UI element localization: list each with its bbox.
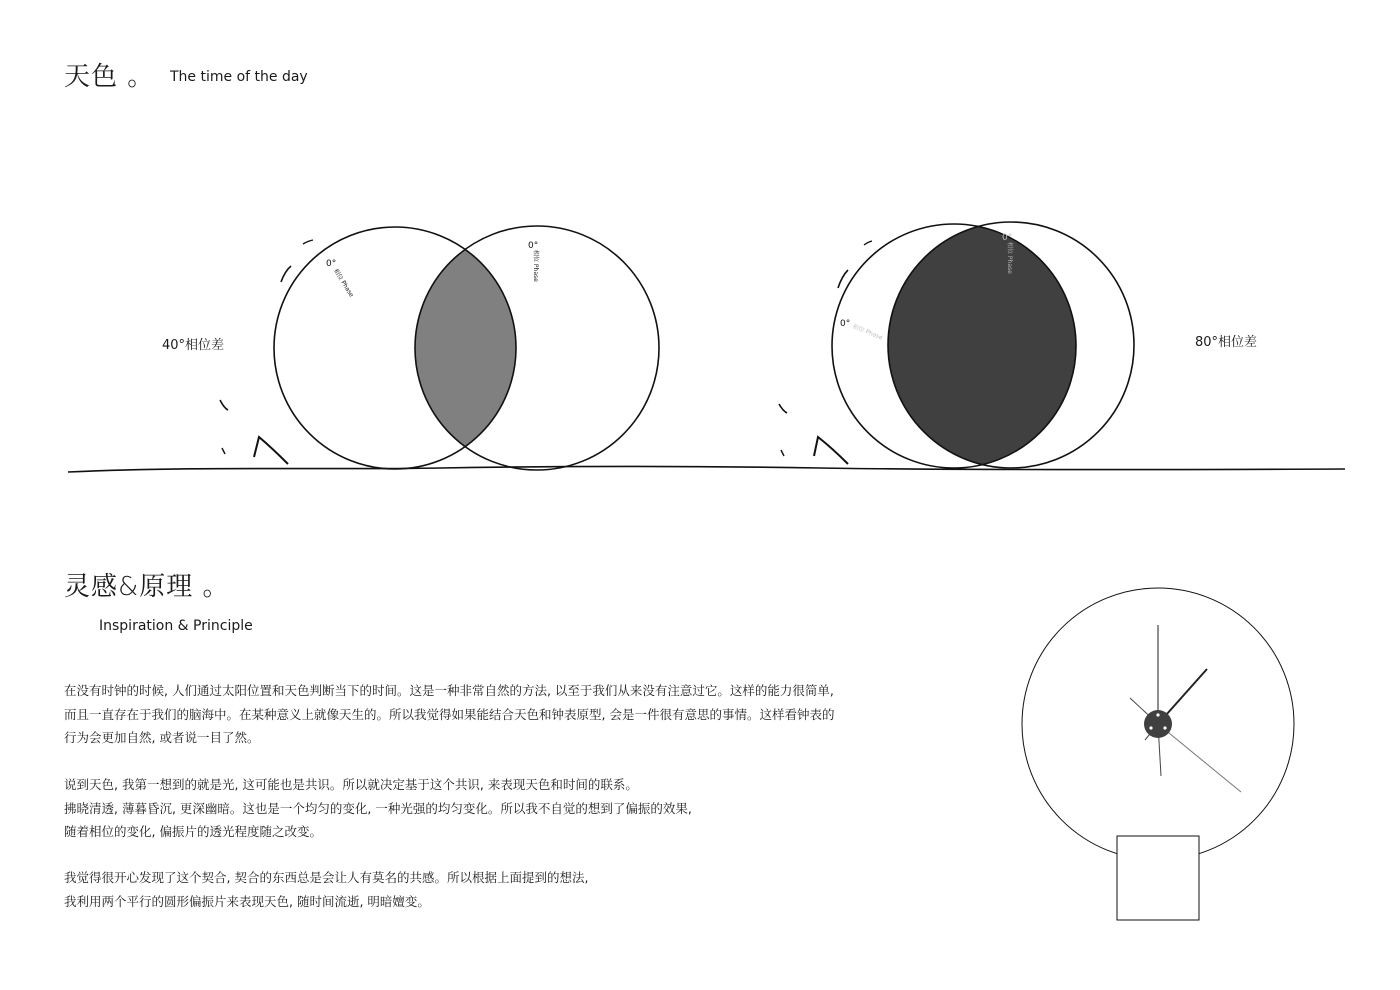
motion-stroke	[303, 240, 313, 244]
person-figure	[220, 400, 228, 410]
phase-marker	[837, 315, 885, 345]
hub-dot	[1163, 726, 1166, 729]
paragraph-line: 随着相位的变化, 偏振片的透光程度随之改变。	[64, 824, 322, 839]
person-figure	[781, 450, 784, 456]
paragraph-line: 我觉得很开心发现了这个契合, 契合的东西总是会让人有莫名的共感。所以根据上面提到的想法,	[64, 870, 589, 885]
paragraph-line: 说到天色, 我第一想到的就是光, 这可能也是共识。所以就决定基于这个共识, 来表现天色和时间的联系。	[64, 777, 638, 792]
phase-text: 相位 Phase	[1006, 242, 1013, 274]
phase-zero-mark: 0°	[1002, 233, 1013, 243]
phase-label-80: 80°相位差	[1195, 335, 1258, 350]
paragraph	[64, 773, 884, 844]
motion-stroke	[864, 241, 872, 245]
paragraph-line: 而且一直存在于我们的脑海中。在某种意义上就像天生的。所以我觉得如果能结合天色和钟表原型, 会是一件很有意思的事情。这样看钟表的	[64, 706, 835, 722]
paragraph-line: 在没有时钟的时候, 人们通过太阳位置和天色判断当下的时间。这是一种非常自然的方法, 以至于我们从来没有注意过它。这样的能力很简单,	[64, 683, 834, 698]
paragraph-line: 拂晓清透, 薄暮昏沉, 更深幽暗。这也是一个均匀的变化, 一种光强的均匀变化。所以我不自觉的想到了偏振的效果,	[64, 800, 692, 816]
person-figure	[779, 404, 787, 413]
motion-stroke	[838, 270, 848, 288]
paragraph	[64, 679, 884, 750]
phase-label-40: 40°相位差	[162, 338, 225, 353]
phase-marker	[528, 241, 540, 282]
phase-zero-mark: 0°	[840, 319, 851, 329]
ground-line	[68, 467, 1345, 473]
phase-text: 相位 Phase	[331, 267, 355, 299]
polarizer-diagram-40	[220, 226, 659, 470]
person-figure	[222, 448, 225, 454]
phase-marker	[322, 254, 358, 300]
clock-stand	[1117, 836, 1199, 920]
phase-zero-mark: 0°	[326, 259, 337, 269]
page-subtitle: The time of the day	[170, 69, 308, 85]
paragraph-line: 我利用两个平行的圆形偏振片来表现天色, 随时间流逝, 明暗嬗变。	[64, 893, 430, 909]
phase-zero-mark: 0°	[528, 241, 539, 251]
hub-dot	[1149, 726, 1152, 729]
phase-text: 相位 Phase	[532, 250, 539, 282]
person-figure	[254, 437, 288, 464]
person-figure	[814, 437, 848, 464]
page-title: 天色 。	[64, 62, 155, 92]
phase-text: 相位 Phase	[851, 323, 884, 342]
hub-dot	[1156, 713, 1159, 716]
section-title: 灵感&原理 。	[64, 572, 230, 602]
paragraph-line: 行为会更加自然, 或者说一目了然。	[64, 730, 260, 745]
clock-illustration	[1022, 588, 1294, 920]
section-subtitle: Inspiration & Principle	[99, 618, 253, 634]
paragraph	[64, 866, 884, 913]
polarizer-diagram-80	[779, 222, 1134, 468]
motion-stroke	[281, 266, 291, 282]
